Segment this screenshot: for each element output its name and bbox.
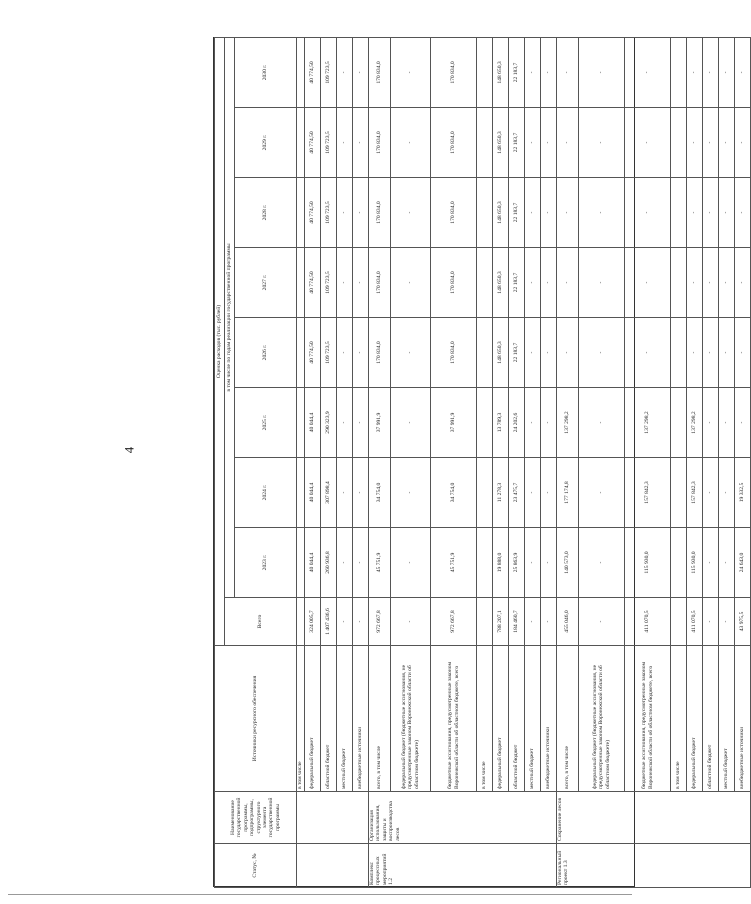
row-year-value [297, 318, 305, 388]
budget-table-frame [213, 37, 746, 887]
table-row [321, 37, 337, 887]
row-year-value: - [703, 108, 719, 178]
table-body [297, 37, 751, 887]
row-total: 43 975,5 [735, 598, 751, 646]
row-year-value: - [735, 108, 751, 178]
row-total: 324 005,7 [305, 598, 321, 646]
row-year-value: - [625, 248, 671, 318]
row-source: в том числе [477, 646, 493, 792]
row-year-value: 137 298,2 [557, 388, 579, 458]
page-bottom-rule [8, 894, 632, 895]
row-year-value [297, 528, 305, 598]
row-year-value: - [687, 248, 703, 318]
row-name: Сохранение лесов [557, 792, 751, 844]
row-year-value: - [687, 108, 703, 178]
row-total: - [391, 598, 431, 646]
row-year-value: - [337, 388, 353, 458]
row-year-value [671, 388, 687, 458]
row-year-value: - [579, 388, 625, 458]
table-row [719, 37, 735, 887]
row-year-value: 109 723,5 [321, 108, 337, 178]
row-year-value: - [525, 318, 541, 388]
row-total: - [525, 598, 541, 646]
row-year-value: 170 834,0 [369, 37, 391, 107]
row-year-value [671, 528, 687, 598]
table-row [431, 37, 477, 887]
row-year-value: 148 650,3 [493, 37, 509, 107]
row-year-value: 290 323,9 [321, 388, 337, 458]
row-year-value: - [557, 178, 579, 248]
row-total: - [579, 598, 625, 646]
header-year: 2026 г. [235, 318, 297, 388]
row-year-value: 157 842,3 [687, 458, 703, 528]
row-year-value: - [337, 178, 353, 248]
table-row [493, 37, 509, 887]
row-total [671, 598, 687, 646]
row-year-value [671, 458, 687, 528]
row-year-value: - [353, 528, 369, 598]
row-year-value: 170 834,0 [431, 108, 477, 178]
row-year-value: 109 723,5 [321, 178, 337, 248]
row-year-value: 260 936,8 [321, 528, 337, 598]
row-year-value: - [391, 388, 431, 458]
row-year-value: 307 898,4 [321, 458, 337, 528]
row-year-value: 24 202,6 [509, 388, 525, 458]
row-source: федеральный бюджет [305, 646, 321, 792]
row-source: местный бюджет [525, 646, 541, 792]
row-status: Региональный проект 1.3 [557, 844, 751, 888]
header-status: Статус, № [215, 844, 297, 888]
row-year-value: 40 774,50 [305, 248, 321, 318]
row-year-value: - [541, 108, 557, 178]
row-source: федеральный бюджет [493, 646, 509, 792]
row-year-value [477, 458, 493, 528]
row-source: всего, в том числе [369, 646, 391, 792]
row-year-value: - [703, 318, 719, 388]
row-year-value: 34 754,0 [369, 458, 391, 528]
row-year-value: 157 842,3 [625, 458, 671, 528]
row-year-value: - [391, 248, 431, 318]
row-total: 972 667,8 [431, 598, 477, 646]
row-source: местный бюджет [719, 646, 735, 792]
row-source: федеральный бюджет [687, 646, 703, 792]
row-year-value: - [391, 37, 431, 107]
row-year-value: 170 834,0 [369, 318, 391, 388]
row-year-value [297, 248, 305, 318]
row-year-value: 109 723,5 [321, 37, 337, 107]
row-year-value: 22 183,7 [509, 248, 525, 318]
row-year-value [671, 37, 687, 107]
table-row [369, 37, 391, 887]
row-year-value [477, 248, 493, 318]
row-year-value [477, 388, 493, 458]
row-year-value: - [541, 528, 557, 598]
row-year-value: - [391, 178, 431, 248]
row-year-value: 170 834,0 [431, 37, 477, 107]
row-year-value: 170 834,0 [431, 178, 477, 248]
row-status [297, 844, 369, 888]
header-year: 2025 г. [235, 388, 297, 458]
row-source: внебюджетные источники [353, 646, 369, 792]
row-year-value: - [719, 318, 735, 388]
row-source: бюджетные ассигнования, предусмотренные законом Воронежской области об областном бюджете, всего [431, 646, 477, 792]
row-year-value [671, 318, 687, 388]
row-year-value: 137 298,2 [625, 388, 671, 458]
row-year-value: - [353, 458, 369, 528]
table-row [687, 37, 703, 887]
row-source: федеральный бюджет (бюджетные ассигнования, не предусмотренные законом Воронежской области об областном бюджете) [391, 646, 431, 792]
row-year-value: 40 774,50 [305, 178, 321, 248]
row-year-value: - [719, 248, 735, 318]
row-source: внебюджетные источники [735, 646, 751, 792]
row-year-value: - [579, 458, 625, 528]
row-source: областной бюджет [321, 646, 337, 792]
row-year-value: - [391, 318, 431, 388]
row-year-value: 22 183,7 [509, 178, 525, 248]
row-year-value: - [557, 248, 579, 318]
row-status: Комплекс процессных мероприятий 1.2 [369, 844, 557, 888]
row-year-value: 45 751,9 [431, 528, 477, 598]
row-year-value [477, 108, 493, 178]
row-year-value: - [625, 108, 671, 178]
row-year-value [477, 528, 493, 598]
row-year-value: 37 991,9 [431, 388, 477, 458]
row-year-value: 23 475,7 [509, 458, 525, 528]
row-year-value: - [703, 458, 719, 528]
row-year-value: - [391, 458, 431, 528]
header-name: Наименование государственной программы, подпрограммы, структурного элемента государственной программы [215, 792, 297, 844]
row-total [297, 598, 305, 646]
row-year-value [477, 178, 493, 248]
header-year: 2028 г. [235, 178, 297, 248]
row-year-value: - [353, 37, 369, 107]
row-year-value: - [719, 178, 735, 248]
row-year-value: - [541, 248, 557, 318]
table-row [703, 37, 719, 887]
row-year-value: - [541, 318, 557, 388]
row-year-value: 40 044,4 [305, 458, 321, 528]
row-year-value: 11 278,3 [493, 458, 509, 528]
row-year-value: - [541, 37, 557, 107]
row-year-value: - [541, 458, 557, 528]
table-row [353, 37, 369, 887]
row-year-value: - [525, 37, 541, 107]
row-year-value: - [703, 248, 719, 318]
table-row [305, 37, 321, 887]
row-year-value: - [525, 388, 541, 458]
row-name: Организация использования, защиты и воспроизводства лесов [369, 792, 557, 844]
row-year-value: - [557, 37, 579, 107]
row-year-value [477, 37, 493, 107]
row-year-value: - [735, 178, 751, 248]
row-year-value: - [735, 318, 751, 388]
row-source: местный бюджет [337, 646, 353, 792]
row-year-value: 19 888,0 [493, 528, 509, 598]
row-source: в том числе [297, 646, 305, 792]
row-year-value: 22 183,7 [509, 108, 525, 178]
row-year-value: - [579, 528, 625, 598]
row-year-value: - [579, 248, 625, 318]
table-row [509, 37, 525, 887]
row-year-value: - [579, 178, 625, 248]
row-year-value: 170 834,0 [431, 248, 477, 318]
header-year: 2024 г. [235, 458, 297, 528]
row-year-value: 115 930,0 [625, 528, 671, 598]
row-total: 184 460,7 [509, 598, 525, 646]
row-year-value: - [525, 248, 541, 318]
row-name [297, 792, 369, 844]
row-total: 455 046,0 [557, 598, 579, 646]
row-year-value: - [541, 388, 557, 458]
resource-allocation-table [214, 37, 751, 888]
row-year-value: 170 834,0 [369, 248, 391, 318]
row-year-value [297, 108, 305, 178]
row-source: федеральный бюджет (бюджетные ассигнования, не предусмотренные законом Воронежской области об областном бюджете) [579, 646, 625, 792]
row-year-value: 148 650,3 [493, 318, 509, 388]
row-year-value: 40 774,50 [305, 318, 321, 388]
row-year-value: - [391, 108, 431, 178]
row-year-value: - [735, 388, 751, 458]
row-year-value: - [703, 178, 719, 248]
row-year-value: - [719, 108, 735, 178]
row-year-value [671, 108, 687, 178]
row-year-value [297, 388, 305, 458]
table-row [391, 37, 431, 887]
row-year-value [671, 178, 687, 248]
header-total: Всего [225, 598, 297, 646]
row-year-value: - [337, 458, 353, 528]
row-total: - [353, 598, 369, 646]
row-year-value: 148 650,3 [493, 178, 509, 248]
row-year-value: - [703, 388, 719, 458]
row-year-value: - [353, 108, 369, 178]
row-year-value: - [525, 528, 541, 598]
table-row [557, 37, 579, 887]
header-year: 2030 г. [235, 37, 297, 107]
row-year-value: - [719, 458, 735, 528]
row-year-value: - [541, 178, 557, 248]
row-year-value: - [719, 528, 735, 598]
row-source: бюджетные ассигнования, предусмотренные законом Воронежской области об областном бюджете, всего [625, 646, 671, 792]
row-year-value: 34 754,0 [431, 458, 477, 528]
header-by-years: в том числе по годам реализации государственной программы [225, 37, 235, 597]
row-year-value: - [337, 528, 353, 598]
row-year-value: - [735, 37, 751, 107]
row-year-value: 40 044,4 [305, 388, 321, 458]
table-row [337, 37, 353, 887]
row-total: 788 207,1 [493, 598, 509, 646]
row-year-value: 170 834,0 [369, 108, 391, 178]
row-year-value: - [625, 318, 671, 388]
row-year-value: 22 183,7 [509, 318, 525, 388]
table-row [579, 37, 625, 887]
rotated-table-container [214, 38, 746, 888]
row-year-value: - [337, 248, 353, 318]
row-year-value: - [703, 528, 719, 598]
table-row [671, 37, 687, 887]
row-year-value: - [579, 108, 625, 178]
row-year-value: - [525, 178, 541, 248]
row-year-value: 137 298,2 [687, 388, 703, 458]
row-year-value: - [687, 178, 703, 248]
row-year-value: 19 332,5 [735, 458, 751, 528]
row-total: 411 070,5 [625, 598, 671, 646]
row-year-value: - [525, 108, 541, 178]
row-total: 411 070,5 [687, 598, 703, 646]
row-total: 972 667,8 [369, 598, 391, 646]
table-row [735, 37, 751, 887]
row-year-value: - [337, 108, 353, 178]
row-total: - [541, 598, 557, 646]
row-year-value: 40 774,50 [305, 108, 321, 178]
row-year-value: 40 774,50 [305, 37, 321, 107]
row-total [477, 598, 493, 646]
row-year-value: 177 174,8 [557, 458, 579, 528]
row-year-value: - [337, 37, 353, 107]
row-year-value: - [687, 37, 703, 107]
row-year-value: - [687, 318, 703, 388]
page-number: 4 [121, 446, 137, 454]
table-row [625, 37, 671, 887]
row-total: - [703, 598, 719, 646]
row-year-value: 25 863,9 [509, 528, 525, 598]
row-year-value [297, 37, 305, 107]
table-row [297, 37, 305, 887]
row-source: внебюджетные источники [541, 646, 557, 792]
row-total: - [719, 598, 735, 646]
row-year-value: 140 573,0 [557, 528, 579, 598]
header-year: 2027 г. [235, 248, 297, 318]
row-year-value: - [353, 318, 369, 388]
row-year-value: 170 834,0 [431, 318, 477, 388]
row-year-value [297, 178, 305, 248]
row-year-value: 37 991,9 [369, 388, 391, 458]
row-year-value: - [353, 388, 369, 458]
row-year-value: - [525, 458, 541, 528]
row-source: областной бюджет [703, 646, 719, 792]
row-total: - [337, 598, 353, 646]
row-year-value: - [391, 528, 431, 598]
row-year-value: 148 650,3 [493, 248, 509, 318]
row-year-value: - [735, 248, 751, 318]
table-row [541, 37, 557, 887]
row-year-value: - [557, 318, 579, 388]
row-year-value [297, 458, 305, 528]
table-row [477, 37, 493, 887]
row-year-value: - [703, 37, 719, 107]
row-year-value: - [625, 37, 671, 107]
row-year-value: - [337, 318, 353, 388]
row-year-value: 109 723,5 [321, 248, 337, 318]
row-year-value: - [579, 37, 625, 107]
row-year-value: - [719, 388, 735, 458]
row-year-value [477, 318, 493, 388]
row-year-value: - [353, 248, 369, 318]
row-year-value: - [719, 37, 735, 107]
row-year-value: - [557, 108, 579, 178]
row-source: всего, в том числе [557, 646, 579, 792]
row-source: в том числе [671, 646, 687, 792]
row-year-value: 148 650,3 [493, 108, 509, 178]
row-year-value: 45 751,9 [369, 528, 391, 598]
row-source: областной бюджет [509, 646, 525, 792]
row-year-value: 109 723,5 [321, 318, 337, 388]
row-total: 1 407 436,6 [321, 598, 337, 646]
header-year: 2029 г. [235, 108, 297, 178]
header-source: Источники ресурсного обеспечения [215, 646, 297, 792]
row-year-value: 13 789,3 [493, 388, 509, 458]
header-estimate: Оценка расходов (тыс. рублей) [215, 37, 225, 645]
row-year-value: 22 183,7 [509, 37, 525, 107]
row-year-value: - [625, 178, 671, 248]
header-year: 2023 г. [235, 528, 297, 598]
row-year-value: 24 643,0 [735, 528, 751, 598]
row-year-value [671, 248, 687, 318]
row-year-value: 170 834,0 [369, 178, 391, 248]
row-year-value: - [579, 318, 625, 388]
row-year-value: 115 930,0 [687, 528, 703, 598]
row-year-value: - [353, 178, 369, 248]
row-year-value: 40 044,4 [305, 528, 321, 598]
table-row [525, 37, 541, 887]
